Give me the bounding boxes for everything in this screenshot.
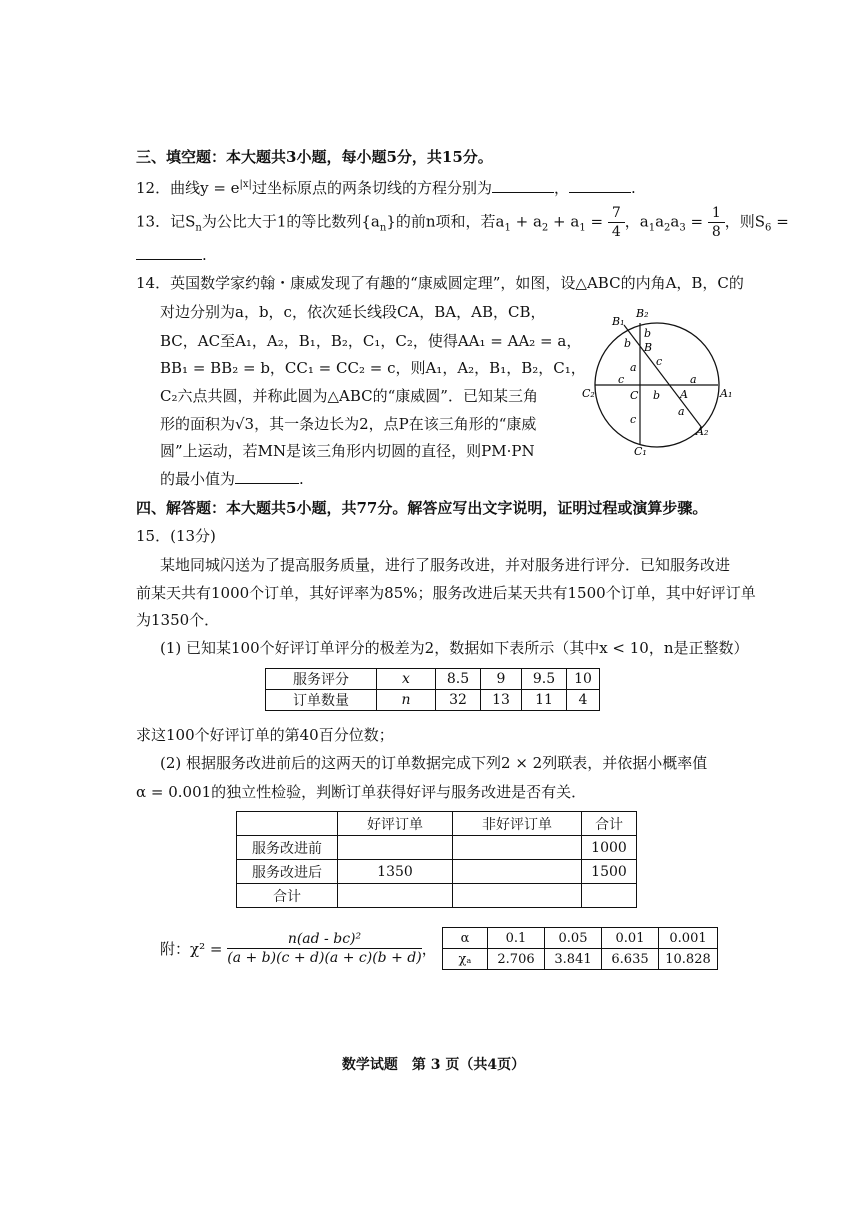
label-B: B	[644, 341, 653, 354]
q14-line8-b: .	[299, 470, 304, 488]
formula-comma: ，	[421, 940, 437, 958]
table-cell: 服务评分	[266, 669, 377, 690]
q12-text-b: 过坐标原点的两条切线的方程分别为	[251, 179, 492, 197]
q15-para1: 某地同城闪送为了提高服务质量，进行了服务改进，并对服务进行评分．已知服务改进	[160, 556, 731, 574]
q13-cond2: 2	[541, 222, 549, 234]
q13-frac1	[608, 204, 625, 241]
table-row	[237, 812, 637, 836]
q13-frac2-num: 1	[708, 204, 725, 223]
table-cell	[237, 812, 338, 836]
table-cell: 订单数量	[266, 690, 377, 711]
table-cell: 11	[522, 690, 567, 711]
q12-text-a: 12．曲线y = e	[136, 179, 240, 197]
label-a-right: a	[690, 373, 697, 386]
q13-sub-an: n	[379, 222, 387, 234]
label-b-bottom: b	[653, 389, 661, 402]
formula-numerator: n(ad - bc)²	[227, 930, 421, 949]
table-cell: 10.828	[659, 949, 718, 970]
label-b-top: b	[644, 327, 652, 340]
table-row	[237, 884, 637, 908]
table-cell: 1500	[582, 860, 637, 884]
table-cell: 非好评订单	[453, 812, 582, 836]
table-cell: 13	[481, 690, 522, 711]
table-cell: χₐ	[443, 949, 488, 970]
q14-line4: BB₁ = BB₂ = b，CC₁ = CC₂ = c，则A₁，A₂，B₁，B₂，C₁，	[160, 359, 586, 377]
table-cell: 1000	[582, 836, 637, 860]
table-cell: 0.001	[659, 928, 718, 949]
table-cell: x	[377, 669, 436, 690]
label-C1: C₁	[634, 445, 647, 458]
q13-prod1: 1	[648, 222, 656, 234]
q13-tail-sub: 6	[765, 222, 772, 234]
formula-fraction	[227, 930, 421, 967]
label-C: C	[630, 389, 639, 402]
question-13-line2	[136, 244, 207, 266]
table-cell[interactable]	[453, 884, 582, 908]
q12-sep: ，	[553, 179, 569, 197]
q13-line2-end: .	[202, 246, 207, 264]
critical-value-table	[442, 927, 718, 970]
q15-part1: (1) 已知某100个好评订单评分的极差为2，数据如下表所示（其中x < 10，n是正整数）	[160, 639, 749, 657]
table-cell[interactable]	[338, 884, 453, 908]
table-cell[interactable]	[453, 836, 582, 860]
appendix-label: 附：χ² =	[160, 940, 223, 958]
label-C2: C₂	[582, 387, 595, 400]
q15-part1-ask: 求这100个好评订单的第40百分位数；	[136, 726, 394, 744]
table-cell: 1350	[338, 860, 453, 884]
q13-prod-a: a	[655, 212, 665, 231]
table-cell: 0.01	[602, 928, 659, 949]
table-cell: 8.5	[436, 669, 481, 690]
question-12	[136, 174, 636, 199]
q12-sup: |x|	[239, 179, 252, 190]
q12-end: .	[630, 179, 636, 197]
section4-heading: 四、解答题：本大题共5小题，共77分。解答应写出文字说明，证明过程或演算步骤。	[136, 499, 708, 517]
table-cell: 好评订单	[338, 812, 453, 836]
table-cell: 合计	[582, 812, 637, 836]
score-table	[265, 668, 600, 711]
q13-prod3: 3	[679, 222, 686, 234]
table-cell[interactable]	[453, 860, 582, 884]
q15-para3: 为1350个．	[136, 611, 220, 629]
answer-blank-12b[interactable]	[569, 178, 631, 193]
table-cell: 2.706	[488, 949, 545, 970]
q13-frac2	[708, 204, 725, 241]
label-c-vert: c	[630, 413, 637, 426]
formula-denominator: (a + b)(c + d)(a + c)(b + d)	[227, 950, 422, 966]
table-cell: 服务改进后	[237, 860, 338, 884]
label-B2: B₂	[636, 307, 649, 320]
q13-mid: ，a	[624, 212, 649, 231]
q13-cond1: 1	[504, 222, 511, 234]
table-cell: 10	[567, 669, 600, 690]
contingency-table	[236, 811, 637, 908]
label-a-diag: a	[678, 405, 685, 418]
table-cell[interactable]	[582, 884, 637, 908]
chi-square-formula	[160, 930, 437, 967]
q13-text-b: 为公比大于1的等比数列{a	[201, 212, 380, 231]
conway-circle-figure	[580, 305, 740, 465]
table-cell: 合计	[237, 884, 338, 908]
table-row	[443, 928, 718, 949]
label-A: A	[680, 388, 688, 401]
q13-tail: ，则S	[724, 212, 766, 231]
label-A2: A₂	[696, 425, 709, 438]
q13-tail-eq: =	[771, 212, 789, 231]
section3-heading: 三、填空题：本大题共3小题，每小题5分，共15分。	[136, 148, 493, 166]
answer-blank-13[interactable]	[136, 245, 202, 260]
table-cell: α	[443, 928, 488, 949]
q13-prod-b: a	[670, 212, 680, 231]
table-row	[237, 836, 637, 860]
table-row	[266, 690, 600, 711]
q15-part2-b: α = 0.001的独立性检验，判断订单获得好评与服务改进是否有关．	[136, 783, 587, 801]
label-c-left: c	[618, 373, 625, 386]
table-cell: 9	[481, 669, 522, 690]
table-row	[443, 949, 718, 970]
table-cell: 0.1	[488, 928, 545, 949]
q15-title: 15．(13分)	[136, 527, 216, 545]
q14-line6: 形的面积为√3，其一条边长为2，点P在该三角形的“康威	[160, 415, 537, 433]
q13-prod2: 2	[664, 222, 671, 234]
table-cell: 服务改进前	[237, 836, 338, 860]
q14-line2: 对边分别为a，b，c，依次延长线段CA，BA，AB，CB，	[160, 303, 546, 321]
table-cell: n	[377, 690, 436, 711]
table-cell: 32	[436, 690, 481, 711]
table-row	[237, 860, 637, 884]
q14-line3: BC，AC至A₁，A₂，B₁，B₂，C₁，C₂，使得AA₁ = AA₂ = a，	[160, 332, 582, 350]
q14-line1: 14．英国数学家约翰・康威发现了有趣的“康威圆定理”，如图，设△ABC的内角A，B，C的	[136, 274, 744, 292]
table-cell: 4	[567, 690, 600, 711]
q14-line7: 圆”上运动，若MN是该三角形内切圆的直径，则PM·PN	[160, 442, 535, 460]
table-cell: 3.841	[545, 949, 602, 970]
label-a-vert: a	[630, 361, 637, 374]
q13-frac1-num: 7	[608, 204, 625, 223]
q13-text-a: 13．记S	[136, 212, 196, 231]
q13-cond3: 1	[579, 222, 586, 234]
label-c-diag: c	[656, 355, 663, 368]
q13-plus2: + a	[548, 212, 580, 231]
q15-para2: 前某天共有1000个订单，其好评率为85%；服务改进后某天共有1500个订单，其中好评订单	[136, 584, 756, 602]
q14-line8-a: 的最小值为	[160, 470, 236, 488]
q15-part2-a: (2) 根据服务改进前后的这两天的订单数据完成下列2 × 2列联表，并依据小概率值	[160, 754, 708, 772]
answer-blank-14[interactable]	[235, 469, 299, 484]
q13-frac1-den: 4	[611, 224, 621, 240]
q13-plus1: + a	[510, 212, 542, 231]
q13-sub-n: n	[195, 222, 202, 234]
q13-frac2-den: 8	[711, 224, 721, 240]
table-cell: 0.05	[545, 928, 602, 949]
label-A1: A₁	[720, 387, 733, 400]
answer-blank-12a[interactable]	[492, 178, 554, 193]
q13-text-d: }的前n项和，若a	[386, 212, 505, 231]
table-cell[interactable]	[338, 836, 453, 860]
q14-line8	[160, 468, 304, 490]
table-cell: 6.635	[602, 949, 659, 970]
page-footer: 数学试题 第 3 页（共4页）	[341, 1057, 526, 1073]
label-b-left: b	[624, 337, 632, 350]
q14-line5: C₂六点共圆，并称此圆为△ABC的“康威圆”．已知某三角	[160, 387, 538, 405]
table-cell: 9.5	[522, 669, 567, 690]
question-13: 13．记$S_n$为公比大于1的等比数列$\{a_n\}$的前n项和，若$a_1 + a_2 + a_1$ = $\frac{7}{4}$ ，$a_1a_2a_3$ = $\frac{1}{8}$ ，则$S_6$ =	[136, 205, 789, 240]
table-row	[266, 669, 600, 690]
label-B1: B₁	[612, 315, 625, 328]
